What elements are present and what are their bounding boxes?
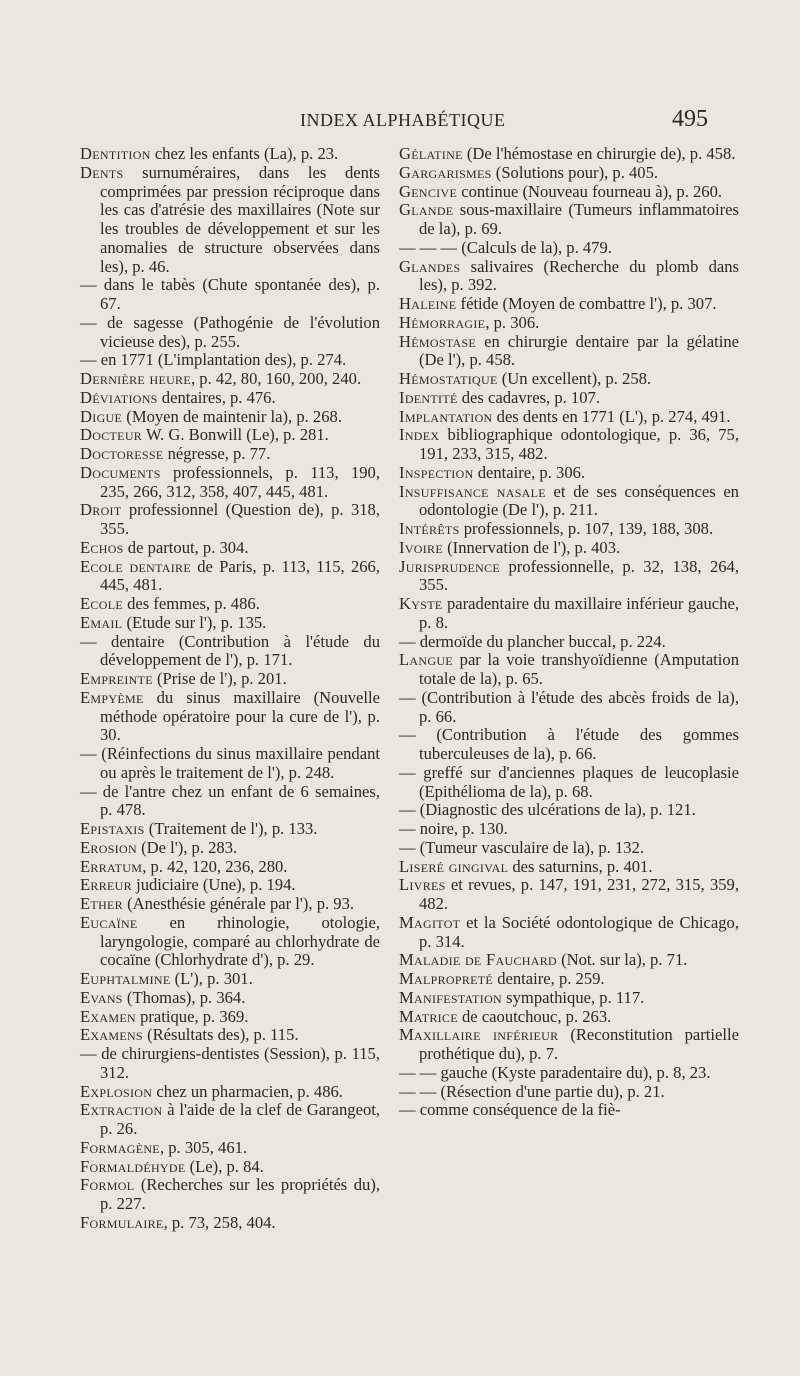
entry-text: (Le), p. 84. <box>185 1156 264 1176</box>
entry-headword: Ecole <box>80 594 123 613</box>
entry-headword: Déviations <box>80 387 158 407</box>
entry-text: , p. 306. <box>485 312 540 332</box>
entry-headword: Glande <box>399 200 454 220</box>
entry-headword: Documents <box>80 462 161 482</box>
entry-text: (Reconstitution partielle prothétique du), p. 7. <box>419 1025 739 1063</box>
index-entry <box>80 1139 380 1158</box>
index-entry <box>80 970 380 989</box>
entry-text: — — (Résection d'une partie du), p. 21. <box>399 1081 665 1101</box>
index-entry <box>80 670 380 689</box>
index-entry <box>399 239 739 258</box>
index-entry <box>80 1101 380 1139</box>
entry-text: de caoutchouc, p. 263. <box>457 1006 612 1026</box>
entry-text: judiciaire (Une), p. 194. <box>131 875 296 895</box>
index-entry <box>80 989 380 1008</box>
entry-text: chez les enfants (La), p. 23. <box>150 144 339 163</box>
index-entry <box>399 258 739 296</box>
entry-text: et la Société odontologique de Chicago, p. 314. <box>419 912 739 951</box>
entry-headword: Ecole dentaire <box>80 556 191 576</box>
entry-text: dentaire, p. 259. <box>493 969 605 988</box>
entry-text: salivaires (Recherche du plomb dans les), p. 392. <box>419 256 739 295</box>
entry-text: , p. 42, 80, 160, 200, 240. <box>191 369 362 388</box>
index-entry <box>399 820 739 839</box>
entry-headword: Dentition <box>80 144 151 163</box>
entry-headword: Manifestation <box>399 987 503 1007</box>
index-entry <box>80 876 380 895</box>
index-entry <box>399 1064 739 1083</box>
index-column-right <box>399 145 739 1120</box>
index-entry <box>399 483 739 521</box>
entry-text: dentaire, p. 306. <box>473 462 586 482</box>
entry-text: à l'aide de la clef de Garangeot, p. 26. <box>100 1100 380 1138</box>
entry-headword: Ivoire <box>399 537 443 557</box>
entry-text: , p. 73, 258, 404. <box>163 1212 276 1232</box>
entry-headword: Hémorragie <box>399 312 486 332</box>
entry-headword: Formaldéhyde <box>80 1156 186 1176</box>
entry-headword: Examens <box>80 1025 143 1045</box>
entry-text: (Traitement de l'), p. 133. <box>144 819 318 838</box>
index-entry <box>80 820 380 839</box>
entry-text: , p. 42, 120, 236, 280. <box>142 856 288 876</box>
entry-text: sous-maxillaire (Tumeurs inflammatoires de la), p. 69. <box>419 200 739 238</box>
entry-text: professionnels, p. 107, 139, 188, 308. <box>459 519 714 538</box>
entry-headword: Extraction <box>80 1100 163 1120</box>
entry-text: par la voie transhyoïdienne (Amputation totale de la), p. 65. <box>419 650 739 688</box>
entry-text: (Résultats des), p. 115. <box>142 1025 299 1045</box>
index-entry <box>399 989 739 1008</box>
entry-text: en chirurgie dentaire par la gélatine (De l'), p. 458. <box>419 331 739 370</box>
entry-text: — dans le tabès (Chute spontanée des), p. 67. <box>80 275 380 313</box>
index-entry <box>80 1176 380 1214</box>
index-entry <box>80 464 380 502</box>
index-entry <box>399 520 739 539</box>
entry-headword: Ether <box>80 894 123 913</box>
entry-text: (Etude sur l'), p. 135. <box>122 612 267 632</box>
index-entry <box>399 314 739 333</box>
index-entry <box>399 726 739 764</box>
index-entry <box>80 145 380 164</box>
index-entry <box>80 501 380 539</box>
index-entry <box>80 408 380 427</box>
entry-headword: Implantation <box>399 406 493 426</box>
entry-text: — noire, p. 130. <box>399 819 508 838</box>
index-entry <box>399 839 739 858</box>
index-entry <box>399 1008 739 1027</box>
entry-headword: Haleine <box>399 294 457 313</box>
entry-headword: Dents <box>80 162 124 182</box>
entry-text: et revues, p. 147, 191, 231, 272, 315, 359, 482. <box>419 875 739 913</box>
index-entry <box>399 764 739 802</box>
entry-text: des cadavres, p. 107. <box>457 387 600 407</box>
entry-headword: Explosion <box>80 1081 153 1101</box>
entry-text: des saturnins, p. 401. <box>508 856 653 876</box>
entry-headword: Hémostase <box>399 331 477 351</box>
index-entry <box>399 876 739 914</box>
index-entry <box>80 745 380 783</box>
index-entry <box>80 858 380 877</box>
entry-text: — (Diagnostic des ulcérations de la), p. 121. <box>399 800 696 820</box>
entry-headword: Inspection <box>399 462 474 482</box>
entry-text: pratique, p. 369. <box>135 1006 249 1026</box>
index-entry <box>80 614 380 633</box>
entry-text: des dents en 1771 (L'), p. 274, 491. <box>492 406 731 426</box>
entry-headword: Kyste <box>399 594 443 613</box>
index-entry <box>80 445 380 464</box>
index-entry <box>80 595 380 614</box>
index-entry <box>399 370 739 389</box>
index-entry <box>399 201 739 239</box>
index-entry <box>399 801 739 820</box>
index-entry <box>80 351 380 370</box>
entry-text: — (Contribution à l'étude des gommes tuberculeuses de la), p. 66. <box>399 725 739 763</box>
index-entry <box>399 539 739 558</box>
entry-headword: Evans <box>80 987 123 1007</box>
index-entry <box>399 651 739 689</box>
page-header <box>0 106 800 136</box>
index-entry <box>80 914 380 970</box>
entry-text: (Thomas), p. 364. <box>122 987 246 1007</box>
entry-text: paradentaire du maxillaire inférieur gauche, p. 8. <box>419 594 739 632</box>
index-entry <box>399 689 739 727</box>
index-entry <box>80 783 380 821</box>
entry-headword: Erosion <box>80 837 137 857</box>
index-entry <box>399 145 739 164</box>
index-entry <box>399 970 739 989</box>
index-entry <box>80 1158 380 1177</box>
entry-headword: Matrice <box>399 1006 458 1026</box>
entry-text: (De l'), p. 283. <box>136 837 238 857</box>
entry-headword: Hémostatique <box>399 369 498 388</box>
entry-headword: Magitot <box>399 912 461 932</box>
entry-headword: Dernière heure <box>80 369 191 388</box>
entry-text: (L'), p. 301. <box>170 969 253 988</box>
entry-headword: Gencive <box>399 181 458 201</box>
entry-text: — — gauche (Kyste paradentaire du), p. 8, 23. <box>399 1062 711 1082</box>
entry-headword: Formol <box>80 1175 135 1195</box>
index-entry <box>80 558 380 596</box>
entry-text: bibliographique odontologique, p. 36, 75, 191, 233, 315, 482. <box>419 425 739 463</box>
entry-headword: Identité <box>399 387 458 407</box>
entry-text: (Recherches sur les propriétés du), p. 227. <box>100 1175 380 1213</box>
entry-headword: Erreur <box>80 875 132 895</box>
entry-headword: Examen <box>80 1006 136 1026</box>
entry-text: sympathique, p. 117. <box>502 987 645 1007</box>
entry-headword: Empyème <box>80 687 144 707</box>
entry-headword: Langue <box>399 650 453 670</box>
entry-text: professionnel (Question de), p. 318, 355. <box>100 500 380 538</box>
index-entry <box>80 689 380 745</box>
entry-headword: Malpropreté <box>399 969 494 988</box>
index-entry <box>399 464 739 483</box>
entry-headword: Intérêts <box>399 519 460 538</box>
entry-headword: Droit <box>80 500 122 520</box>
entry-text: , p. 305, 461. <box>159 1137 248 1157</box>
index-entry <box>399 1026 739 1064</box>
entry-text: surnuméraires, dans les dents comprimées par pression réciproque dans les cas d'atrésie des maxillaires (Note sur les troubles de développement et sur les anomalies de structure observées dans les), p. 46. <box>100 162 380 276</box>
entry-text: — de chirurgiens-dentistes (Session), p. 115, 312. <box>80 1044 380 1082</box>
index-entry <box>80 633 380 671</box>
entry-text: — en 1771 (L'implantation des), p. 274. <box>80 350 347 370</box>
entry-headword: Insuffisance nasale <box>399 481 546 501</box>
index-entry <box>80 314 380 352</box>
entry-headword: Maxillaire inférieur <box>399 1025 559 1045</box>
entry-text: de Paris, p. 113, 115, 266, 445, 481. <box>100 556 380 595</box>
entry-headword: Eucaïne <box>80 912 138 932</box>
entry-headword: Gélatine <box>399 144 463 163</box>
index-entry <box>80 1083 380 1102</box>
entry-text: négresse, p. 77. <box>163 444 271 463</box>
entry-text: (Innervation de l'), p. 403. <box>443 537 621 557</box>
entry-headword: Digue <box>80 406 123 426</box>
entry-text: (De l'hémostase en chirurgie de), p. 458. <box>462 144 736 163</box>
entry-headword: Euphtalmine <box>80 969 171 988</box>
index-entry <box>399 858 739 877</box>
entry-headword: Doctoresse <box>80 444 164 463</box>
entry-headword: Echos <box>80 537 124 557</box>
entry-text: continue (Nouveau fourneau à), p. 260. <box>457 181 723 201</box>
index-entry <box>80 370 380 389</box>
entry-text: W. G. Bonwill (Le), p. 281. <box>142 425 329 445</box>
entry-text: — (Tumeur vasculaire de la), p. 132. <box>399 837 645 857</box>
entry-headword: Formulaire <box>80 1212 164 1232</box>
entry-headword: Erratum <box>80 856 143 876</box>
index-entry <box>399 295 739 314</box>
index-entry <box>399 389 739 408</box>
entry-text: dentaires, p. 476. <box>157 387 276 407</box>
entry-headword: Formagène <box>80 1137 160 1157</box>
entry-text: du sinus maxillaire (Nouvelle méthode opératoire pour la cure de l'), p. 30. <box>100 687 380 745</box>
index-entry <box>80 276 380 314</box>
index-entry <box>80 539 380 558</box>
entry-text: professionnels, p. 113, 190, 235, 266, 312, 358, 407, 445, 481. <box>100 462 380 501</box>
index-entry <box>399 633 739 652</box>
entry-text: (Un excellent), p. 258. <box>497 369 652 388</box>
index-entry <box>399 951 739 970</box>
index-entry <box>399 558 739 596</box>
entry-text: — (Contribution à l'étude des abcès froids de la), p. 66. <box>399 687 739 726</box>
entry-text: — de l'antre chez un enfant de 6 semaines, p. 478. <box>80 781 380 820</box>
index-entry <box>399 333 739 371</box>
entry-text: (Not. sur la), p. 71. <box>556 950 688 970</box>
entry-text: (Moyen de maintenir la), p. 268. <box>122 406 342 426</box>
entry-headword: Maladie de Fauchard <box>399 950 557 970</box>
index-entry <box>399 164 739 183</box>
page-number: 495 <box>672 106 708 132</box>
index-entry <box>399 1101 739 1120</box>
index-entry <box>80 839 380 858</box>
entry-text: — (Réinfections du sinus maxillaire pendant ou après le traitement de l'), p. 248. <box>80 744 380 782</box>
index-entry <box>80 1214 380 1233</box>
index-entry <box>80 1026 380 1045</box>
entry-text: — comme conséquence de la fiè- <box>399 1100 621 1120</box>
entry-text: — — — (Calculs de la), p. 479. <box>399 237 612 257</box>
entry-text: chez un pharmacien, p. 486. <box>152 1081 343 1101</box>
index-entry <box>399 183 739 202</box>
entry-headword: Glandes <box>399 256 461 276</box>
entry-text: fétide (Moyen de combattre l'), p. 307. <box>456 294 717 313</box>
running-title: INDEX ALPHABÉTIQUE <box>300 110 506 130</box>
entry-headword: Liseré gingival <box>399 856 509 876</box>
index-entry <box>399 408 739 427</box>
index-entry <box>80 164 380 277</box>
entry-text: — greffé sur d'anciennes plaques de leucoplasie (Epithélioma de la), p. 68. <box>399 762 739 801</box>
entry-headword: Livres <box>399 875 446 895</box>
index-entry <box>80 1008 380 1027</box>
entry-text: (Anesthésie générale par l'), p. 93. <box>122 894 355 913</box>
index-entry <box>399 1083 739 1102</box>
entry-text: (Prise de l'), p. 201. <box>152 669 287 688</box>
entry-text: — dentaire (Contribution à l'étude du développement de l'), p. 171. <box>80 631 380 670</box>
index-entry <box>399 426 739 464</box>
entry-headword: Epistaxis <box>80 819 145 838</box>
index-entry <box>399 595 739 633</box>
entry-text: de partout, p. 304. <box>123 537 249 557</box>
entry-headword: Gargarismes <box>399 162 492 182</box>
entry-headword: Jurisprudence <box>399 556 501 576</box>
index-entry <box>80 426 380 445</box>
index-entry <box>80 1045 380 1083</box>
entry-headword: Index <box>399 425 440 445</box>
entry-headword: Empreinte <box>80 669 153 688</box>
index-entry <box>80 389 380 408</box>
entry-text: (Solutions pour), p. 405. <box>491 162 659 182</box>
entry-text: des femmes, p. 486. <box>122 594 260 613</box>
entry-text: et de ses conséquences en odontologie (De l'), p. 211. <box>419 481 739 520</box>
entry-headword: Email <box>80 612 123 632</box>
index-entry <box>80 895 380 914</box>
entry-text: professionnelle, p. 32, 138, 264, 355. <box>419 556 739 595</box>
entry-text: — dermoïde du plancher buccal, p. 224. <box>399 631 666 651</box>
index-column-left <box>80 145 380 1233</box>
entry-text: — de sagesse (Pathogénie de l'évolution vicieuse des), p. 255. <box>80 312 380 351</box>
entry-headword: Docteur <box>80 425 143 445</box>
entry-text: en rhinologie, otologie, laryngologie, comparé au chlorhydrate de cocaïne (Chlorhydrate d'), p. 29. <box>100 912 380 970</box>
index-entry <box>399 914 739 952</box>
